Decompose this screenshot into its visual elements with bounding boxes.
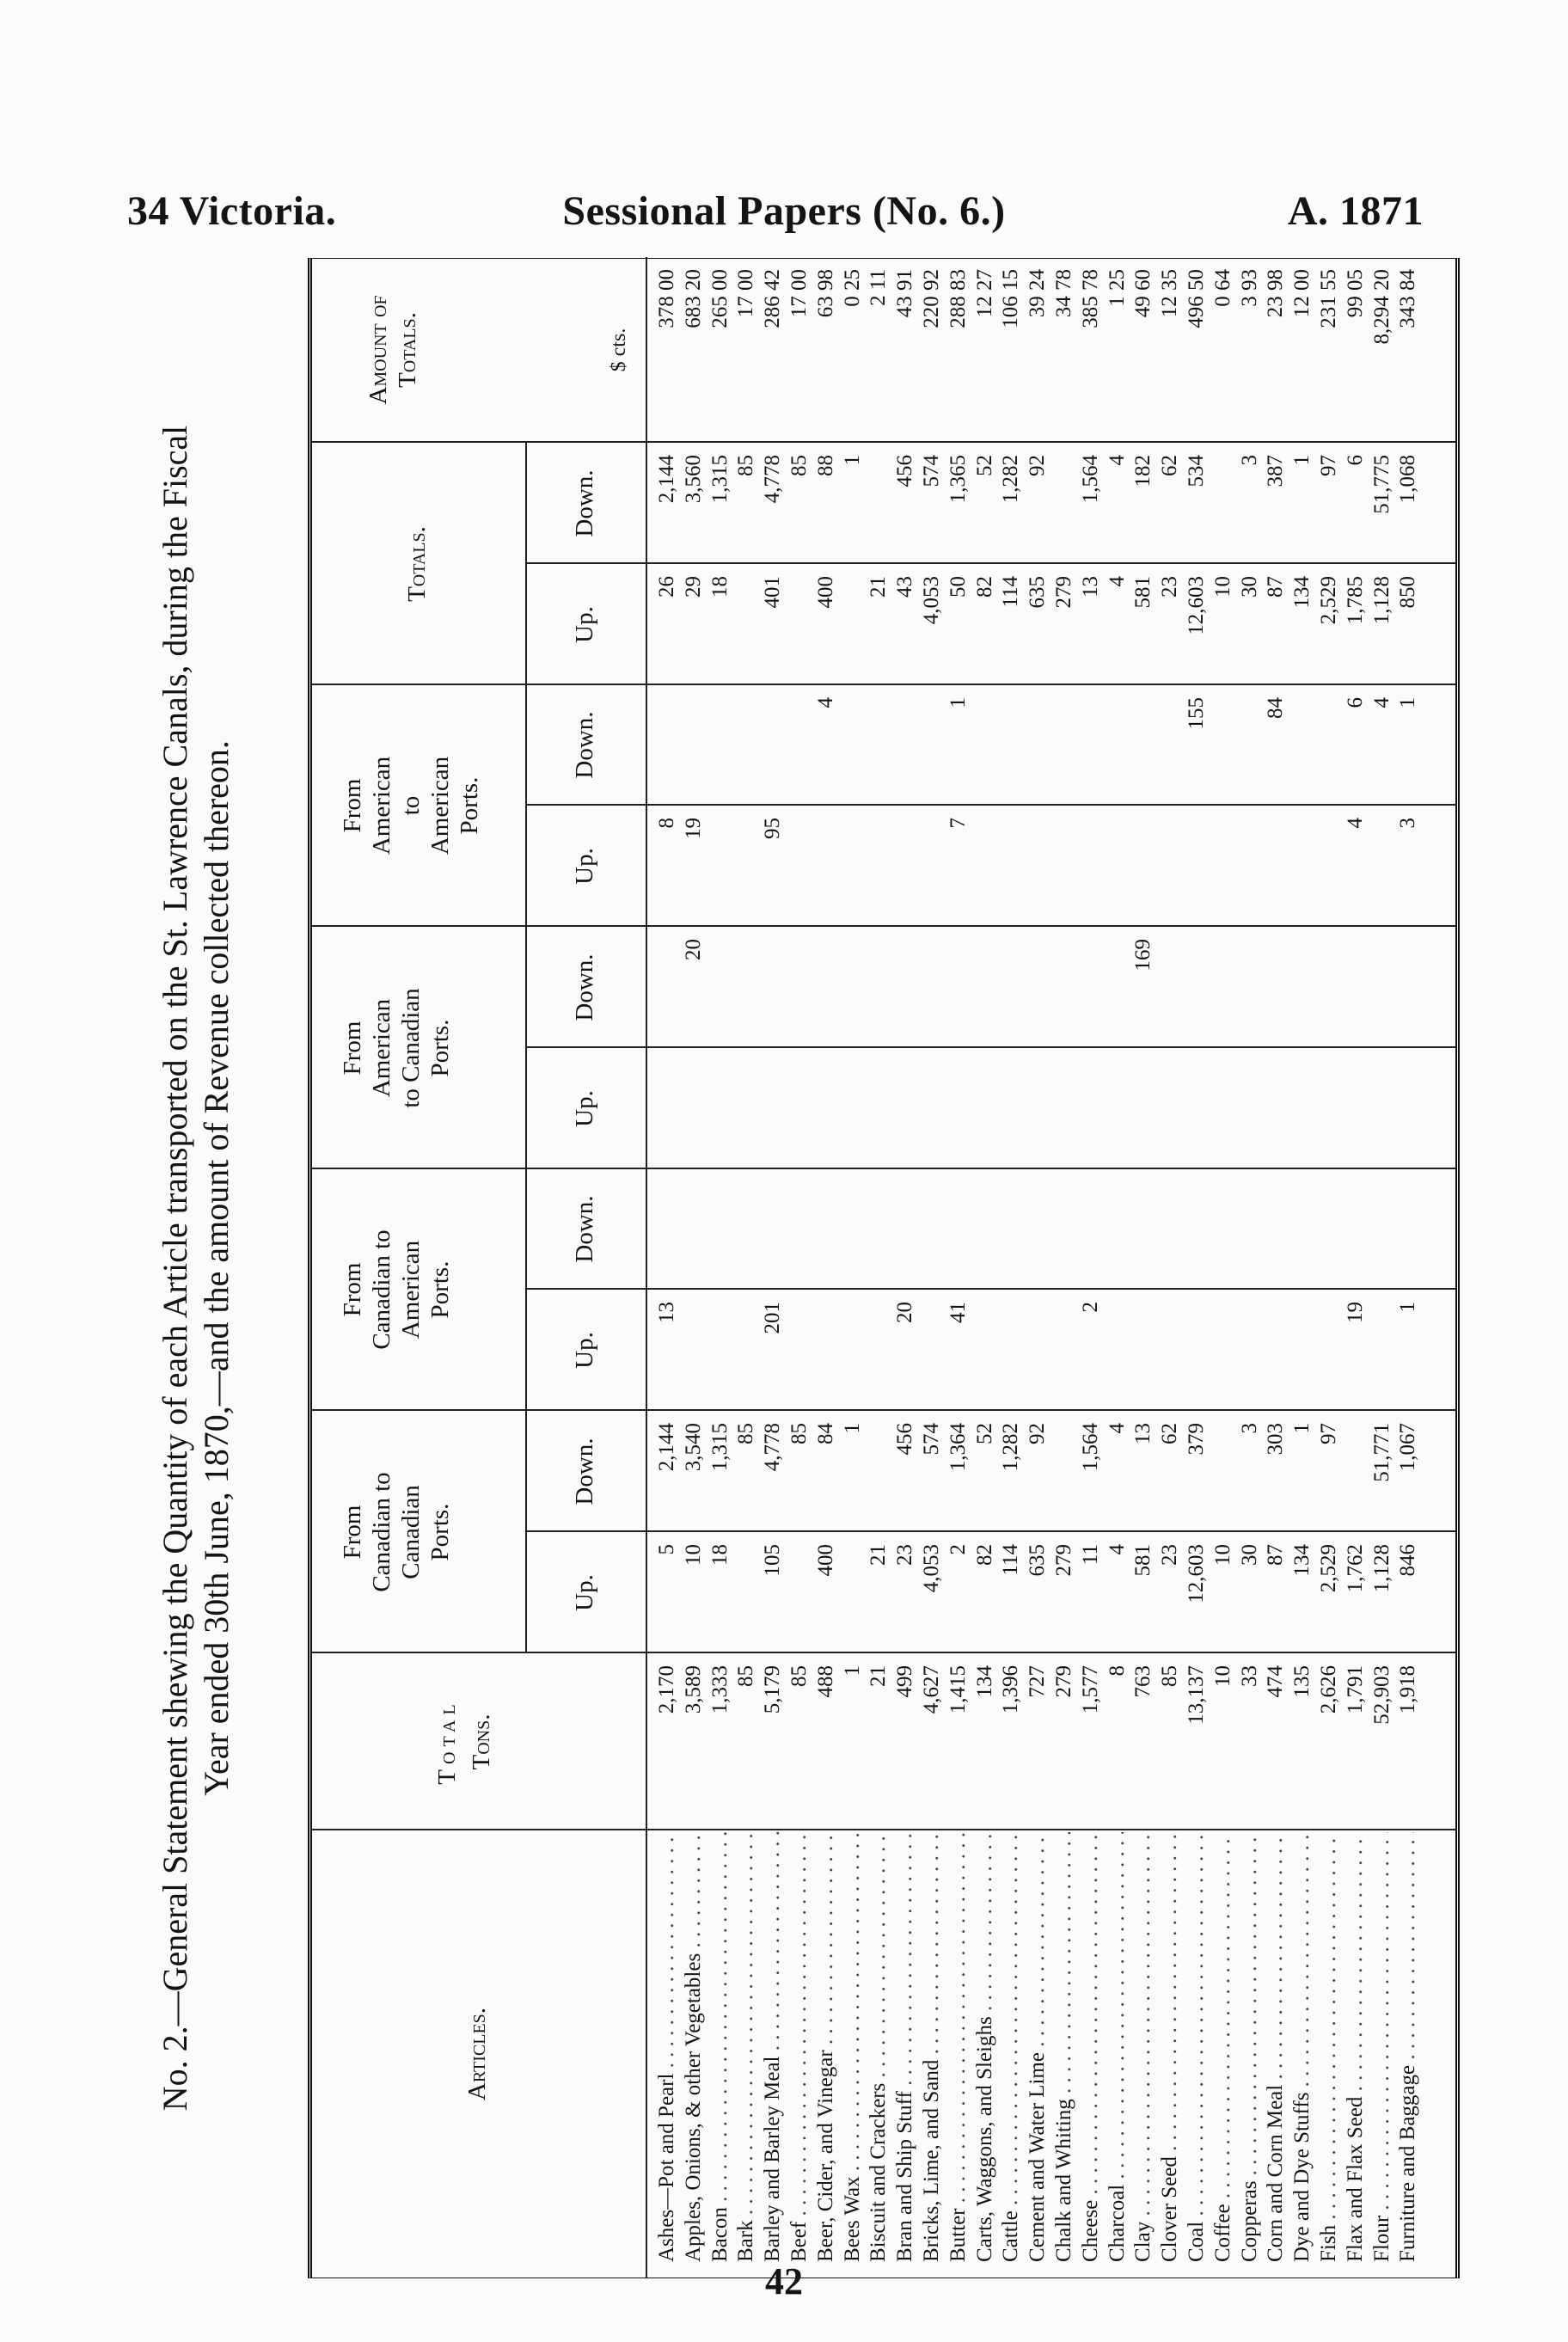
cell-aa-up: 3 (1396, 818, 1420, 829)
cell-t-down: 387 (1264, 455, 1288, 487)
table-row (787, 257, 813, 2278)
cell-t-up: 401 (761, 576, 785, 609)
header-group-american-canadian: From American to Canadian Ports. (339, 988, 454, 1108)
cell-amt: 265 00 (707, 269, 732, 328)
cell-t-up: 10 (1210, 576, 1234, 598)
table-row (1025, 257, 1051, 2278)
cell-total: 10 (1210, 1665, 1234, 1687)
table-row (1395, 257, 1422, 2278)
article-name: Flax and Flax Seed . . . (1343, 1832, 1369, 2262)
cell-total: 1,396 (999, 1665, 1023, 1714)
cell-amt: 23 98 (1264, 269, 1288, 318)
cell-cc-down: 303 (1264, 1423, 1288, 1456)
table-row (1289, 257, 1316, 2278)
cell-t-down: 3 (1237, 455, 1261, 466)
cell-cc-down: 52 (972, 1423, 996, 1444)
cell-t-up: 4 (1105, 576, 1129, 587)
table-row (707, 257, 734, 2278)
cell-amt: 17 00 (734, 269, 758, 318)
cell-aa-down: 1 (1396, 697, 1420, 708)
cell-total: 85 (787, 1665, 811, 1687)
table-row (654, 257, 681, 2278)
article-name: Butter . . . (946, 1832, 972, 2262)
cell-t-down: 1,315 (707, 455, 732, 504)
article-name: Coal . . . (1184, 1832, 1210, 2262)
cell-t-up: 30 (1237, 576, 1261, 598)
cell-amt: 683 20 (681, 269, 705, 328)
cell-cc-down: 2,144 (655, 1423, 678, 1472)
table-row (1343, 257, 1369, 2278)
article-name: Bacon . . . (707, 1832, 734, 2262)
cell-amt: 231 55 (1317, 269, 1340, 328)
cell-t-down: 52 (972, 455, 996, 476)
table-row (1105, 257, 1131, 2278)
cell-t-down: 97 (1317, 455, 1340, 476)
header-cc-down: Down. (571, 1438, 598, 1505)
cell-total: 488 (813, 1665, 837, 1698)
article-name: Clay . . . (1130, 1832, 1157, 2262)
cell-t-up: 87 (1264, 576, 1288, 598)
cell-t-down: 85 (734, 455, 758, 476)
cell-t-down: 1 (840, 455, 864, 466)
article-name: Barley and Barley Meal . . . (760, 1832, 787, 2262)
table-row (813, 257, 840, 2278)
header-group-canadian-canadian: From Canadian to Canadian Ports. (339, 1472, 454, 1592)
cell-cc-down: 92 (1026, 1423, 1050, 1444)
cell-total: 2,626 (1317, 1665, 1340, 1714)
cell-cc-down: 62 (1158, 1423, 1182, 1444)
cell-cc-up: 581 (1131, 1544, 1155, 1577)
cell-amt: 0 25 (840, 269, 864, 307)
cell-amt: 2 11 (867, 269, 891, 306)
cell-amt: 12 35 (1158, 269, 1182, 318)
cell-t-up: 850 (1396, 576, 1420, 609)
cell-cc-down: 85 (734, 1423, 758, 1444)
cell-cc-up: 635 (1026, 1544, 1050, 1577)
cell-t-up: 29 (681, 576, 705, 598)
cell-amt: 496 50 (1185, 269, 1208, 328)
cell-cc-down: 3,540 (681, 1423, 705, 1472)
article-name: Dye and Dye Stuffs . . . (1289, 1832, 1316, 2262)
header-title: Sessional Papers (No. 6.) (562, 188, 1006, 234)
cell-t-down: 4 (1105, 455, 1129, 466)
cell-ca-up: 20 (893, 1302, 917, 1323)
rotated-table-page (155, 258, 1461, 2278)
cell-amt: 0 64 (1210, 269, 1234, 307)
cell-amt: 286 42 (761, 269, 785, 328)
cell-total: 763 (1131, 1665, 1155, 1698)
caption-line-1: No. 2.—General Statement shewing the Quantity of each Article transported on the St. Lawrence Canals, during the Fiscal (156, 425, 194, 2112)
cell-total: 52,903 (1369, 1665, 1393, 1725)
cell-aa-up: 7 (946, 818, 970, 829)
article-name: Bran and Ship Stuff . . . (892, 1832, 919, 2262)
cell-t-up: 134 (1290, 576, 1314, 609)
article-name: Apples, Onions, & other Vegetables . . . (681, 1832, 707, 2262)
table-row (972, 257, 999, 2278)
statement-table (308, 258, 1460, 2278)
cell-cc-down: 1,315 (707, 1423, 732, 1472)
cell-aa-up: 95 (761, 818, 785, 839)
cell-cc-up: 10 (681, 1544, 705, 1566)
table-row (1369, 257, 1396, 2278)
cell-t-up: 279 (1052, 576, 1075, 609)
cell-t-up: 1,128 (1369, 576, 1393, 625)
cell-ca-up: 2 (1078, 1302, 1102, 1313)
cell-amt: 12 00 (1290, 269, 1314, 318)
article-name: Beer, Cider, and Vinegar . . . (813, 1832, 840, 2262)
table-row (840, 257, 867, 2278)
cell-t-up: 400 (813, 576, 837, 609)
caption-line-2: Year ended 30th June, 1870,—and the amount of Revenue collected thereon. (197, 740, 236, 1796)
cell-amt: 106 15 (999, 269, 1023, 328)
header-year: A. 1871 (1287, 188, 1424, 234)
cell-amt: 385 78 (1078, 269, 1102, 328)
article-name: Flour . . . (1369, 1832, 1396, 2262)
header-group-canadian-american: From Canadian to American Ports. (339, 1229, 454, 1350)
cell-amt: 43 91 (893, 269, 917, 318)
cell-cc-up: 114 (999, 1544, 1023, 1576)
table-row (760, 257, 787, 2278)
cell-total: 1 (840, 1665, 864, 1677)
table-row (1210, 257, 1237, 2278)
cell-ca-up: 41 (946, 1302, 970, 1323)
cell-t-up: 635 (1026, 576, 1050, 609)
table-row (1130, 257, 1157, 2278)
cell-cc-up: 4 (1105, 1544, 1129, 1555)
cell-cc-up: 134 (1290, 1544, 1314, 1577)
table-row (1051, 257, 1078, 2278)
article-name: Fish . . . (1316, 1832, 1343, 2262)
cell-aa-up: 8 (655, 818, 678, 829)
cell-cc-down: 1,282 (999, 1423, 1023, 1472)
cell-t-down: 534 (1185, 455, 1208, 487)
cell-t-up: 26 (655, 576, 678, 598)
cell-total: 3,589 (681, 1665, 705, 1714)
cell-ca-up: 201 (761, 1302, 785, 1334)
cell-t-up: 18 (707, 576, 732, 598)
cell-aa-down: 6 (1343, 697, 1367, 708)
table-row (1263, 257, 1289, 2278)
cell-total: 1,791 (1343, 1665, 1367, 1714)
article-name: Biscuit and Crackers . . . (866, 1832, 892, 2262)
cell-cc-up: 18 (707, 1544, 732, 1566)
article-name: Cattle . . . (998, 1832, 1025, 2262)
cell-total: 1,333 (707, 1665, 732, 1714)
cell-total: 474 (1264, 1665, 1288, 1698)
cell-cc-up: 23 (893, 1544, 917, 1566)
cell-amt: 343 84 (1396, 269, 1420, 328)
article-name: Bees Wax . . . (840, 1832, 867, 2262)
article-name: Chalk and Whiting . . . (1051, 1832, 1078, 2262)
cell-cc-down: 379 (1185, 1423, 1208, 1456)
header-cc-up: Up. (571, 1574, 598, 1611)
cell-cc-down: 1,564 (1078, 1423, 1102, 1472)
table-row (1316, 257, 1343, 2278)
header-ca-up: Up. (571, 1332, 598, 1369)
cell-total: 8 (1105, 1665, 1129, 1677)
cell-t-up: 581 (1131, 576, 1155, 609)
header-articles: Articles. (463, 2007, 491, 2101)
cell-amt: 49 60 (1131, 269, 1155, 318)
cell-t-up: 1,785 (1343, 576, 1367, 625)
header-ac-down: Down. (571, 953, 598, 1021)
cell-t-up: 2,529 (1317, 576, 1340, 625)
header-total-2: Tons. (468, 1714, 495, 1770)
cell-cc-up: 846 (1396, 1544, 1420, 1577)
cell-cc-up: 2 (946, 1544, 970, 1555)
table-row (1157, 257, 1184, 2278)
cell-amt: 63 98 (813, 269, 837, 318)
cell-ca-up: 1 (1396, 1302, 1420, 1313)
cell-cc-up: 23 (1158, 1544, 1182, 1566)
header-aa-down: Down. (571, 711, 598, 779)
cell-amt: 288 83 (946, 269, 970, 328)
cell-total: 85 (1158, 1665, 1182, 1687)
cell-t-up: 23 (1158, 576, 1182, 598)
cell-cc-down: 85 (787, 1423, 811, 1444)
cell-ca-up: 13 (655, 1302, 678, 1323)
cell-t-down: 3,560 (681, 455, 705, 504)
cell-cc-down: 4 (1105, 1423, 1129, 1434)
cell-aa-down: 1 (946, 697, 970, 708)
cell-amt: 1 25 (1105, 269, 1129, 307)
table-row (1078, 257, 1105, 2278)
table-row (892, 257, 919, 2278)
cell-amt: 3 93 (1237, 269, 1261, 307)
cell-amt: 34 78 (1052, 269, 1075, 318)
cell-cc-up: 21 (867, 1544, 891, 1566)
cell-total: 279 (1052, 1665, 1075, 1698)
cell-cc-up: 87 (1264, 1544, 1288, 1566)
article-name: Corn and Corn Meal . . . (1263, 1832, 1289, 2262)
cell-ac-down: 20 (681, 939, 705, 960)
cell-total: 1,918 (1396, 1665, 1420, 1714)
article-name: Bark . . . (733, 1832, 760, 2262)
page-number: 42 (765, 2260, 803, 2302)
header-ca-down: Down. (571, 1195, 598, 1263)
cell-t-down: 1,564 (1078, 455, 1102, 504)
cell-total: 21 (867, 1665, 891, 1687)
cell-aa-down: 155 (1185, 697, 1208, 730)
cell-aa-down: 4 (1369, 697, 1393, 708)
cell-cc-up: 30 (1237, 1544, 1261, 1566)
header-units: $ cts. (608, 328, 630, 372)
header-amount: Amount of Totals. (364, 295, 421, 405)
table-row (998, 257, 1025, 2278)
cell-amt: 39 24 (1026, 269, 1050, 318)
cell-amt: 8,294 20 (1369, 269, 1393, 345)
table-row (919, 257, 946, 2278)
cell-aa-up: 4 (1343, 818, 1367, 829)
cell-total: 85 (734, 1665, 758, 1687)
cell-cc-down: 4,778 (761, 1423, 785, 1472)
header-aa-up: Up. (571, 848, 598, 885)
cell-total: 13,137 (1185, 1665, 1208, 1725)
cell-cc-down: 3 (1237, 1423, 1261, 1434)
cell-cc-down: 13 (1131, 1423, 1155, 1444)
cell-amt: 17 00 (787, 269, 811, 318)
cell-t-up: 50 (946, 576, 970, 598)
cell-total: 5,179 (761, 1665, 785, 1714)
header-tot-up: Up. (571, 606, 598, 643)
article-name: Cheese . . . (1078, 1832, 1105, 2262)
cell-t-down: 1,282 (999, 455, 1023, 504)
cell-t-up: 12,603 (1185, 576, 1208, 635)
cell-cc-up: 12,603 (1185, 1544, 1208, 1603)
cell-total: 1,577 (1078, 1665, 1102, 1714)
table-row (946, 257, 972, 2278)
header-tot-down: Down. (571, 469, 598, 537)
cell-t-up: 43 (893, 576, 917, 598)
article-name: Carts, Waggons, and Sleighs . . . (972, 1832, 999, 2262)
cell-aa-down: 4 (813, 697, 837, 708)
cell-t-up: 21 (867, 576, 891, 598)
cell-cc-down: 51,771 (1369, 1423, 1393, 1482)
cell-t-down: 1,068 (1396, 455, 1420, 504)
cell-cc-down: 456 (893, 1423, 917, 1456)
article-name: Copperas . . . (1237, 1832, 1264, 2262)
cell-t-down: 1 (1290, 455, 1314, 466)
cell-t-down: 6 (1343, 455, 1367, 466)
cell-cc-down: 84 (813, 1423, 837, 1444)
table-row (681, 257, 707, 2278)
table-row (1237, 257, 1264, 2278)
cell-cc-up: 279 (1052, 1544, 1075, 1577)
article-name: Beef . . . (787, 1832, 813, 2262)
cell-t-down: 1,365 (946, 455, 970, 504)
table-row (733, 257, 760, 2278)
cell-total: 727 (1026, 1665, 1050, 1698)
article-name: Clover Seed . . . (1157, 1832, 1184, 2262)
cell-cc-down: 1 (1290, 1423, 1314, 1434)
article-name: Cement and Water Lime . . . (1025, 1832, 1051, 2262)
cell-cc-up: 11 (1078, 1544, 1102, 1566)
cell-total: 1,415 (946, 1665, 970, 1714)
table-caption (155, 258, 292, 2278)
cell-amt: 378 00 (655, 269, 678, 328)
cell-cc-up: 1,128 (1369, 1544, 1393, 1593)
header-group-american-american: From American to American Ports. (339, 756, 483, 855)
cell-total: 4,627 (920, 1665, 943, 1714)
cell-total: 2,170 (655, 1665, 678, 1714)
cell-t-up: 13 (1078, 576, 1102, 598)
article-name: Ashes—Pot and Pearl . . . (654, 1832, 681, 2262)
cell-t-down: 62 (1158, 455, 1182, 476)
cell-aa-up: 19 (681, 818, 705, 839)
cell-cc-down: 1,364 (946, 1423, 970, 1472)
header-ac-up: Up. (571, 1090, 598, 1127)
article-name: Charcoal . . . (1105, 1832, 1131, 2262)
cell-t-down: 574 (920, 455, 943, 487)
header-series: 34 Victoria. (127, 188, 337, 234)
cell-ca-up: 19 (1343, 1302, 1367, 1323)
article-name: Bricks, Lime, and Sand . . . (919, 1832, 946, 2262)
cell-t-down: 456 (893, 455, 917, 487)
article-name: Furniture and Baggage . . . (1395, 1832, 1422, 2262)
cell-t-down: 88 (813, 455, 837, 476)
cell-aa-down: 84 (1264, 697, 1288, 719)
cell-t-down: 4,778 (761, 455, 785, 504)
cell-total: 33 (1237, 1665, 1261, 1687)
cell-total: 134 (972, 1665, 996, 1698)
cell-cc-up: 4,053 (920, 1544, 943, 1593)
cell-cc-up: 5 (655, 1544, 678, 1555)
cell-amt: 99 05 (1343, 269, 1367, 318)
cell-cc-up: 400 (813, 1544, 837, 1577)
table-row (866, 257, 892, 2278)
cell-cc-up: 105 (761, 1544, 785, 1577)
header-total-1: Total (433, 1699, 461, 1785)
cell-cc-up: 2,529 (1317, 1544, 1340, 1593)
cell-t-down: 85 (787, 455, 811, 476)
article-name: Coffee . . . (1210, 1832, 1237, 2262)
cell-cc-up: 82 (972, 1544, 996, 1566)
cell-t-up: 4,053 (920, 576, 943, 625)
cell-t-up: 114 (999, 576, 1023, 608)
cell-cc-down: 1,067 (1396, 1423, 1420, 1472)
cell-total: 499 (893, 1665, 917, 1698)
cell-cc-up: 1,762 (1343, 1544, 1367, 1593)
cell-t-down: 51,775 (1369, 455, 1393, 514)
cell-cc-down: 1 (840, 1423, 864, 1434)
cell-amt: 220 92 (920, 269, 943, 328)
header-group-totals: Totals. (403, 526, 431, 602)
cell-t-down: 92 (1026, 455, 1050, 476)
cell-cc-down: 97 (1317, 1423, 1340, 1444)
cell-total: 135 (1290, 1665, 1314, 1698)
cell-amt: 12 27 (972, 269, 996, 318)
cell-t-up: 82 (972, 576, 996, 598)
cell-t-down: 182 (1131, 455, 1155, 487)
table-row (1184, 257, 1210, 2278)
cell-cc-up: 10 (1210, 1544, 1234, 1566)
cell-ac-down: 169 (1131, 939, 1155, 972)
cell-cc-down: 574 (920, 1423, 943, 1456)
cell-t-down: 2,144 (655, 455, 678, 504)
